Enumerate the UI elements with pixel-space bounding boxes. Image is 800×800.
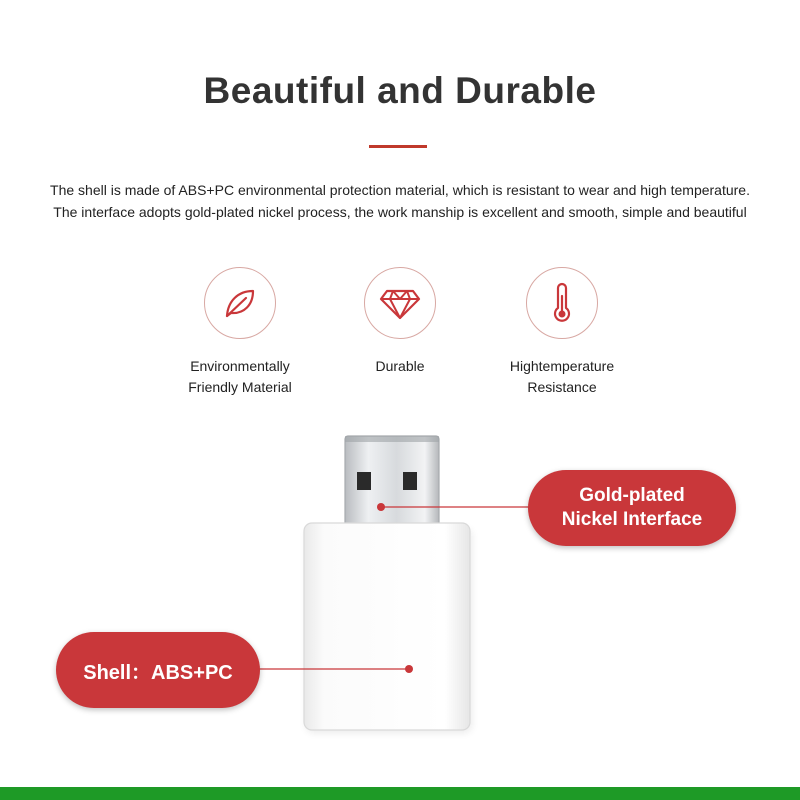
description-line-1: The shell is made of ABS+PC environmental protection material, which is resistant to wear and high temperature. (50, 182, 750, 198)
shell-callout-text: Shell：ABS+PC (83, 661, 233, 684)
feature-eco-label: Environmentally Friendly Material (188, 358, 292, 395)
feature-durable-label: Durable (375, 358, 425, 374)
feature-heat-label: Hightemperature Resistance (509, 358, 615, 395)
shell-callout (56, 632, 260, 708)
bottom-color-bar (0, 787, 800, 800)
page-title: Beautiful and Durable (203, 70, 597, 111)
usb-shell (304, 523, 472, 733)
description-line-2: The interface adopts gold-plated nickel process, the work manship is excellent and smooth, simple and beautiful (53, 204, 747, 220)
interface-callout (528, 470, 736, 546)
interface-callout-line-1: Gold-plated (579, 485, 685, 506)
interface-callout-line-2: Nickel Interface (561, 509, 703, 530)
usb-plug (345, 436, 439, 530)
